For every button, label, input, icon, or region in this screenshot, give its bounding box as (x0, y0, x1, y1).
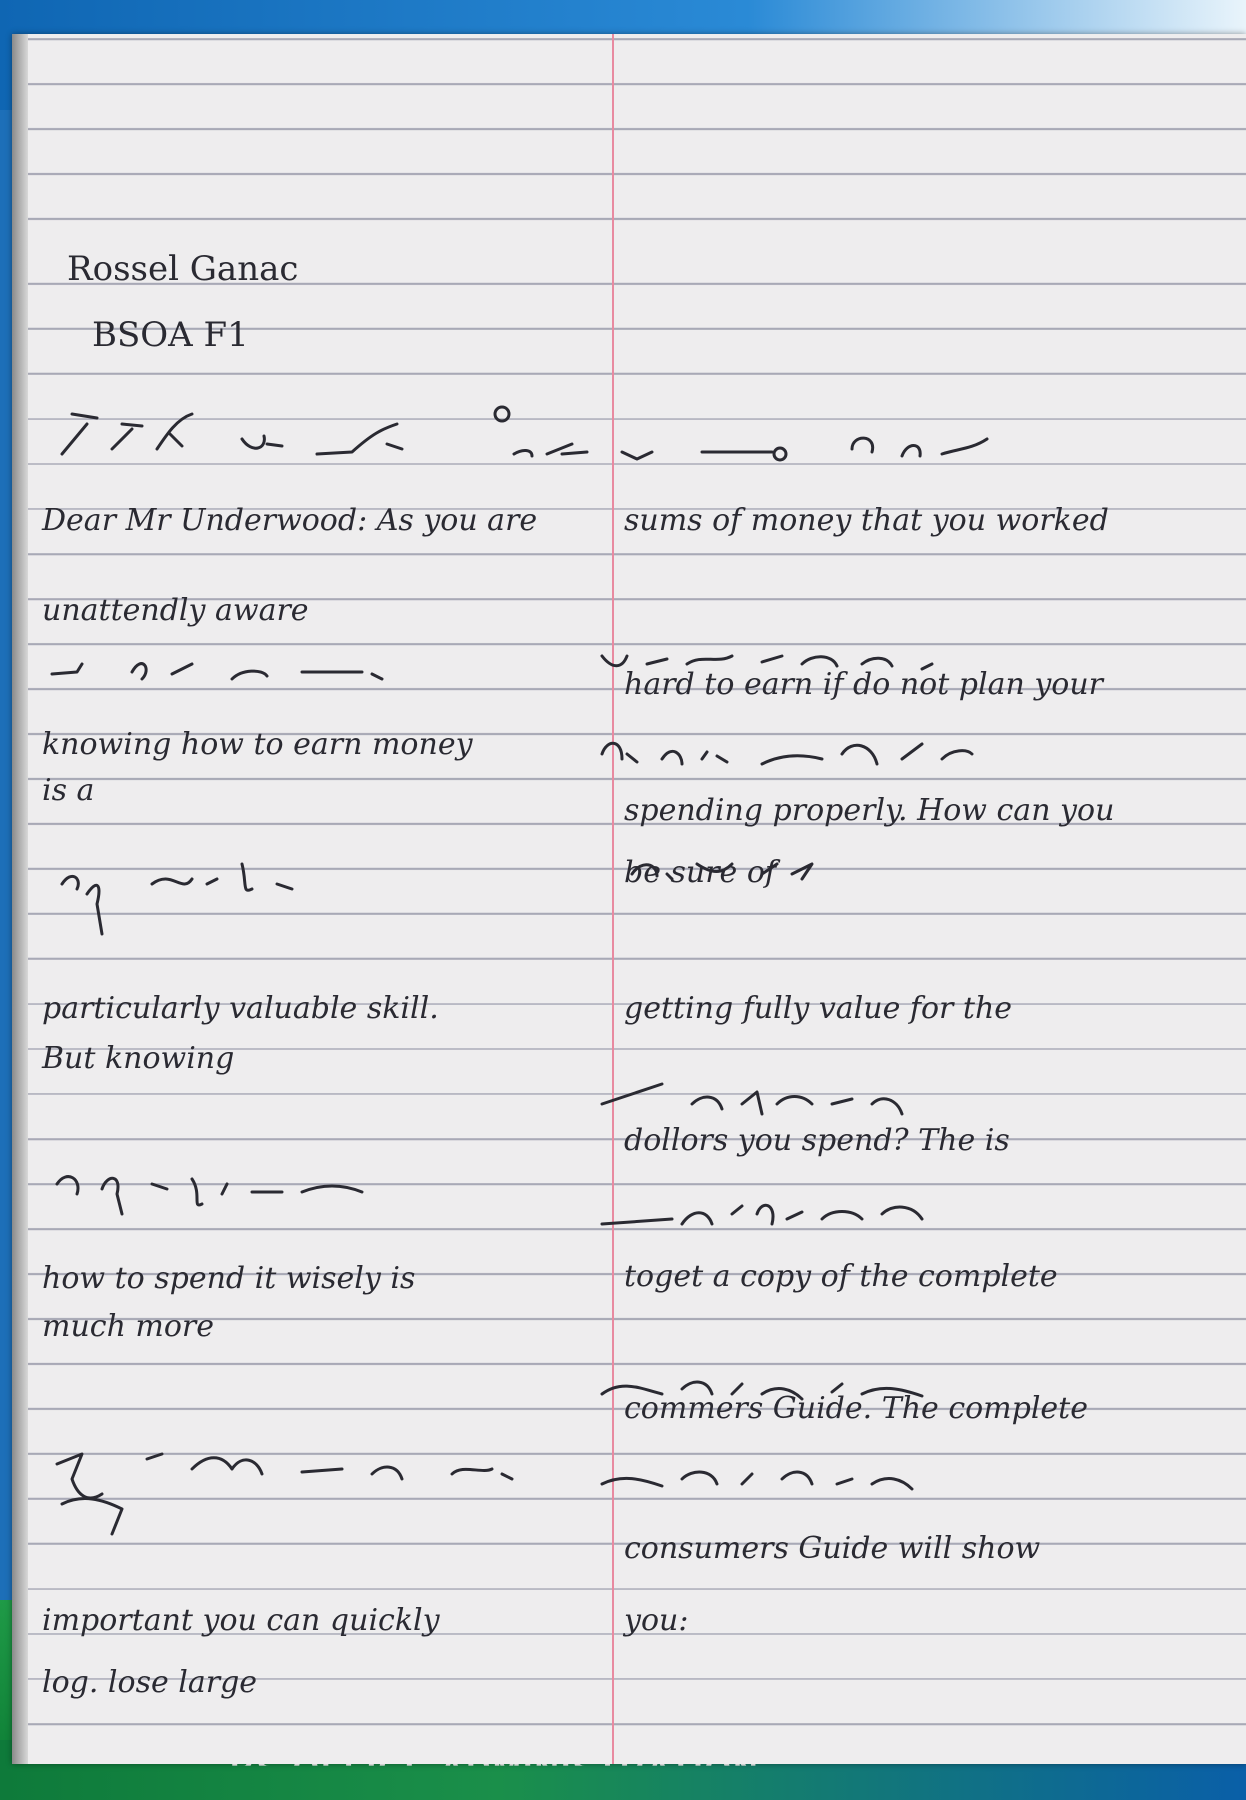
right-line-1: sums of money that you worked (624, 503, 1109, 538)
left-line-6: But knowing (42, 1041, 235, 1076)
right-line-10: you: (624, 1603, 689, 1638)
right-line-5: getting fully value for the (624, 991, 1013, 1026)
right-line-9: consumers Guide will show (624, 1531, 1041, 1566)
right-line-7: toget a copy of the complete (624, 1259, 1058, 1294)
left-line-2: unattendly aware (42, 593, 309, 628)
student-section: BSOA F1 (92, 315, 249, 355)
student-name: Rossel Ganac (67, 249, 299, 289)
right-line-4: be sure of (624, 855, 777, 890)
shorthand-line-1 (52, 394, 1202, 474)
left-line-5: particularly valuable skill. (42, 991, 439, 1026)
left-line-8: much more (42, 1309, 215, 1344)
paper-binding-edge (12, 34, 28, 1764)
shorthand-line-4 (42, 834, 1192, 914)
left-line-3: knowing how to earn money (42, 727, 473, 762)
left-line-10: log. lose large (42, 1665, 258, 1700)
shorthand-line-8 (42, 1434, 1192, 1534)
left-line-1: Dear Mr Underwood: As you are (42, 503, 538, 538)
shorthand-line-6 (42, 1154, 1192, 1234)
left-line-4: is a (42, 773, 95, 808)
shorthand-line-5 (42, 1074, 1192, 1134)
right-line-6: dollors you spend? The is (624, 1123, 1010, 1158)
left-line-9: important you can quickly (42, 1603, 440, 1638)
right-line-3: spending properly. How can you (624, 793, 1115, 828)
right-line-2: hard to earn if do not plan your (624, 667, 1104, 702)
right-line-8: commers Guide. The complete (624, 1391, 1088, 1426)
left-line-7: how to spend it wisely is (42, 1261, 416, 1296)
notebook-page (12, 34, 1246, 1764)
